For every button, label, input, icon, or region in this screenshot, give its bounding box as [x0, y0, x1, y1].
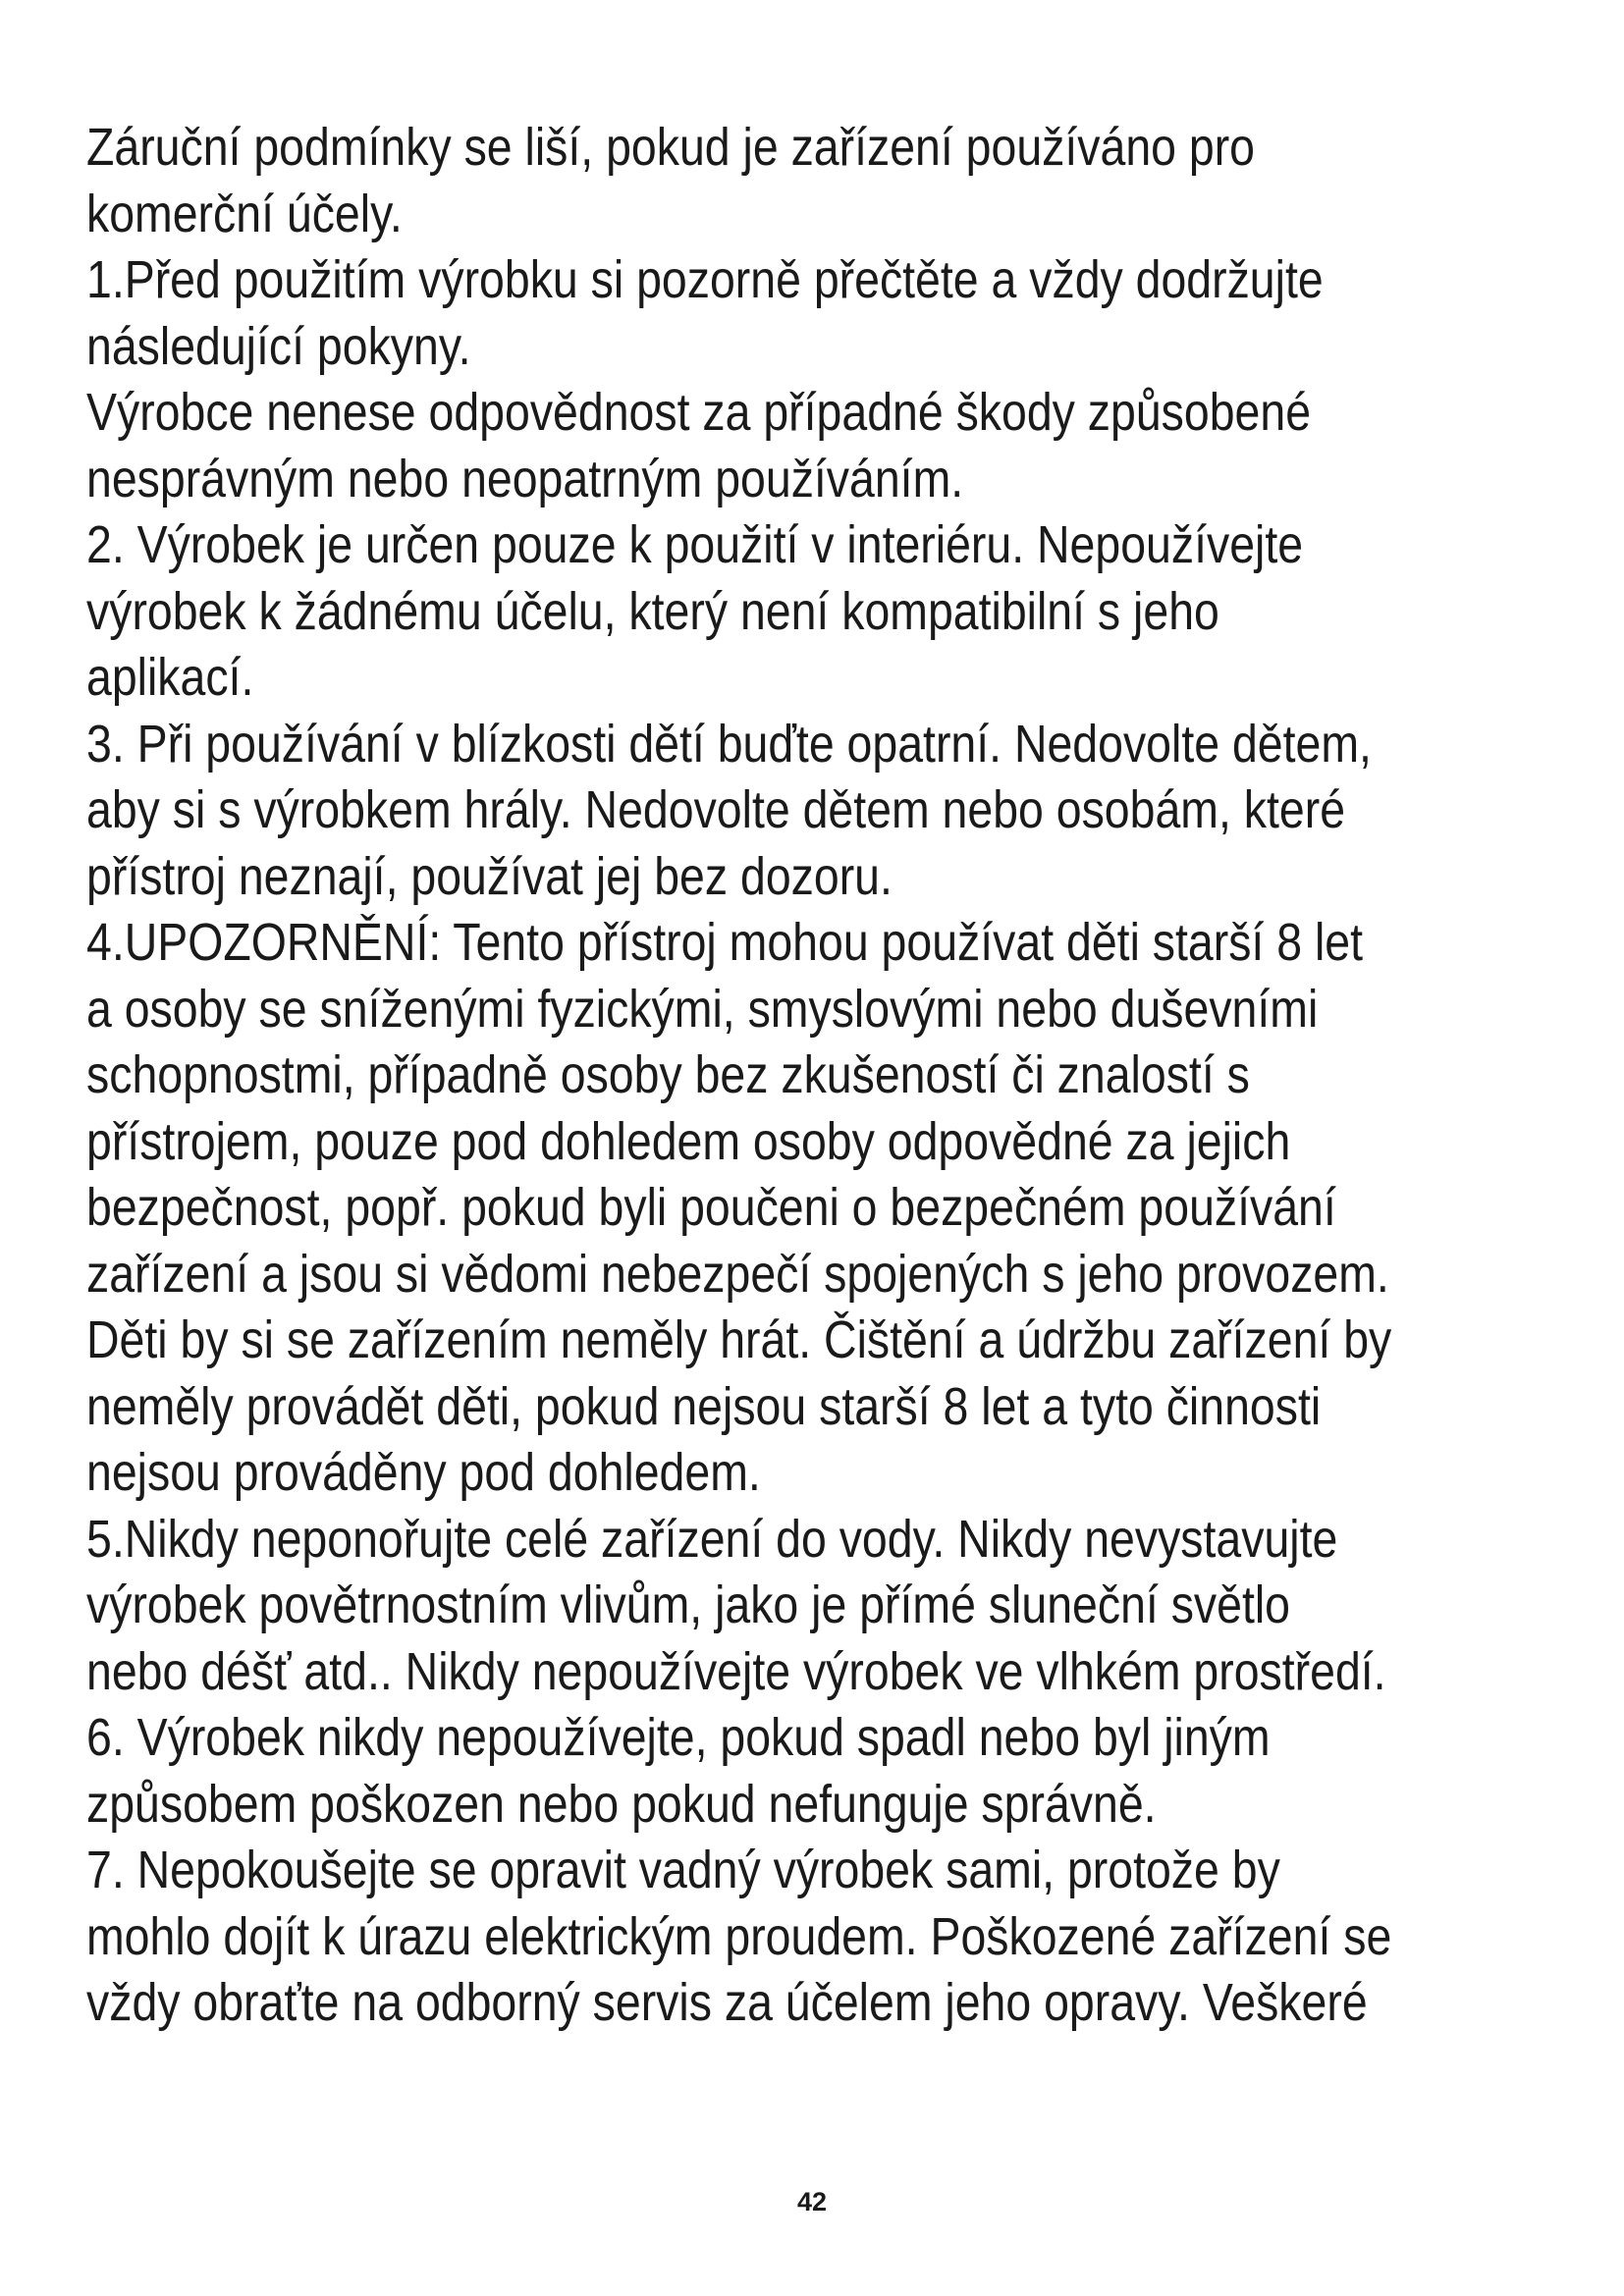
text-line: bezpečnost, popř. pokud byli poučeni o bezpečném používání: [86, 1178, 1336, 1237]
text-line: způsobem poškozen nebo pokud nefunguje správně.: [86, 1774, 1157, 1834]
text-line: nejsou prováděny pod dohledem.: [86, 1443, 761, 1502]
text-line: 3. Při používání v blízkosti dětí buďte opatrní. Nedovolte dětem,: [86, 714, 1372, 774]
text-line: Výrobce nenese odpovědnost za případné škody způsobené: [86, 383, 1312, 442]
text-line: komerční účely.: [86, 184, 403, 243]
text-line: 2. Výrobek je určen pouze k použití v interiéru. Nepoužívejte: [86, 515, 1304, 574]
text-line: výrobek povětrnostním vlivům, jako je přímé sluneční světlo: [86, 1575, 1291, 1634]
text-line: mohlo dojít k úrazu elektrickým proudem. Poškozené zařízení se: [86, 1906, 1392, 1966]
text-line: aby si s výrobkem hrály. Nedovolte dětem nebo osobám, které: [86, 780, 1346, 839]
page-number: 42: [796, 2187, 828, 2216]
text-line: zařízení a jsou si vědomi nebezpečí spojených s jeho provozem.: [86, 1244, 1389, 1304]
text-line: Děti by si se zařízením neměly hrát. Čištění a údržbu zařízení by: [86, 1310, 1392, 1369]
text-line: 4.UPOZORNĚNÍ: Tento přístroj mohou používat děti starší 8 let: [86, 913, 1364, 972]
text-line: výrobek k žádnému účelu, který není kompatibilní s jeho: [86, 581, 1219, 641]
text-line: vždy obraťte na odborný servis za účelem jeho opravy. Veškeré: [86, 1973, 1368, 2032]
text-line: 7. Nepokoušejte se opravit vadný výrobek sami, protože by: [86, 1841, 1280, 1899]
text-line: přístroj neznají, používat jej bez dozoru.: [86, 846, 893, 906]
text-line: nebo déšť atd.. Nikdy nepoužívejte výrobek ve vlhkém prostředí.: [86, 1641, 1386, 1701]
text-line: a osoby se sníženými fyzickými, smyslovými nebo duševními: [86, 979, 1319, 1039]
text-line: neměly provádět děti, pokud nejsou starší 8 let a tyto činnosti: [86, 1376, 1322, 1436]
text-line: 1.Před použitím výrobku si pozorně přečtěte a vždy dodržujte: [86, 250, 1324, 309]
text-line: následující pokyny.: [86, 316, 471, 376]
text-line: Záruční podmínky se liší, pokud je zařízení používáno pro: [86, 118, 1256, 177]
text-line: 5.Nikdy neponořujte celé zařízení do vody. Nikdy nevystavujte: [86, 1509, 1338, 1569]
text-line: aplikací.: [86, 648, 254, 707]
text-line: nesprávným nebo neopatrným používáním.: [86, 449, 964, 508]
text-line: schopnostmi, případně osoby bez zkušeností či znalostí s: [86, 1045, 1250, 1104]
text-line: přístrojem, pouze pod dohledem osoby odpovědné za jejich: [86, 1111, 1291, 1171]
body-text: [86, 115, 1589, 2037]
text-line: 6. Výrobek nikdy nepoužívejte, pokud spadl nebo byl jiným: [86, 1708, 1271, 1767]
